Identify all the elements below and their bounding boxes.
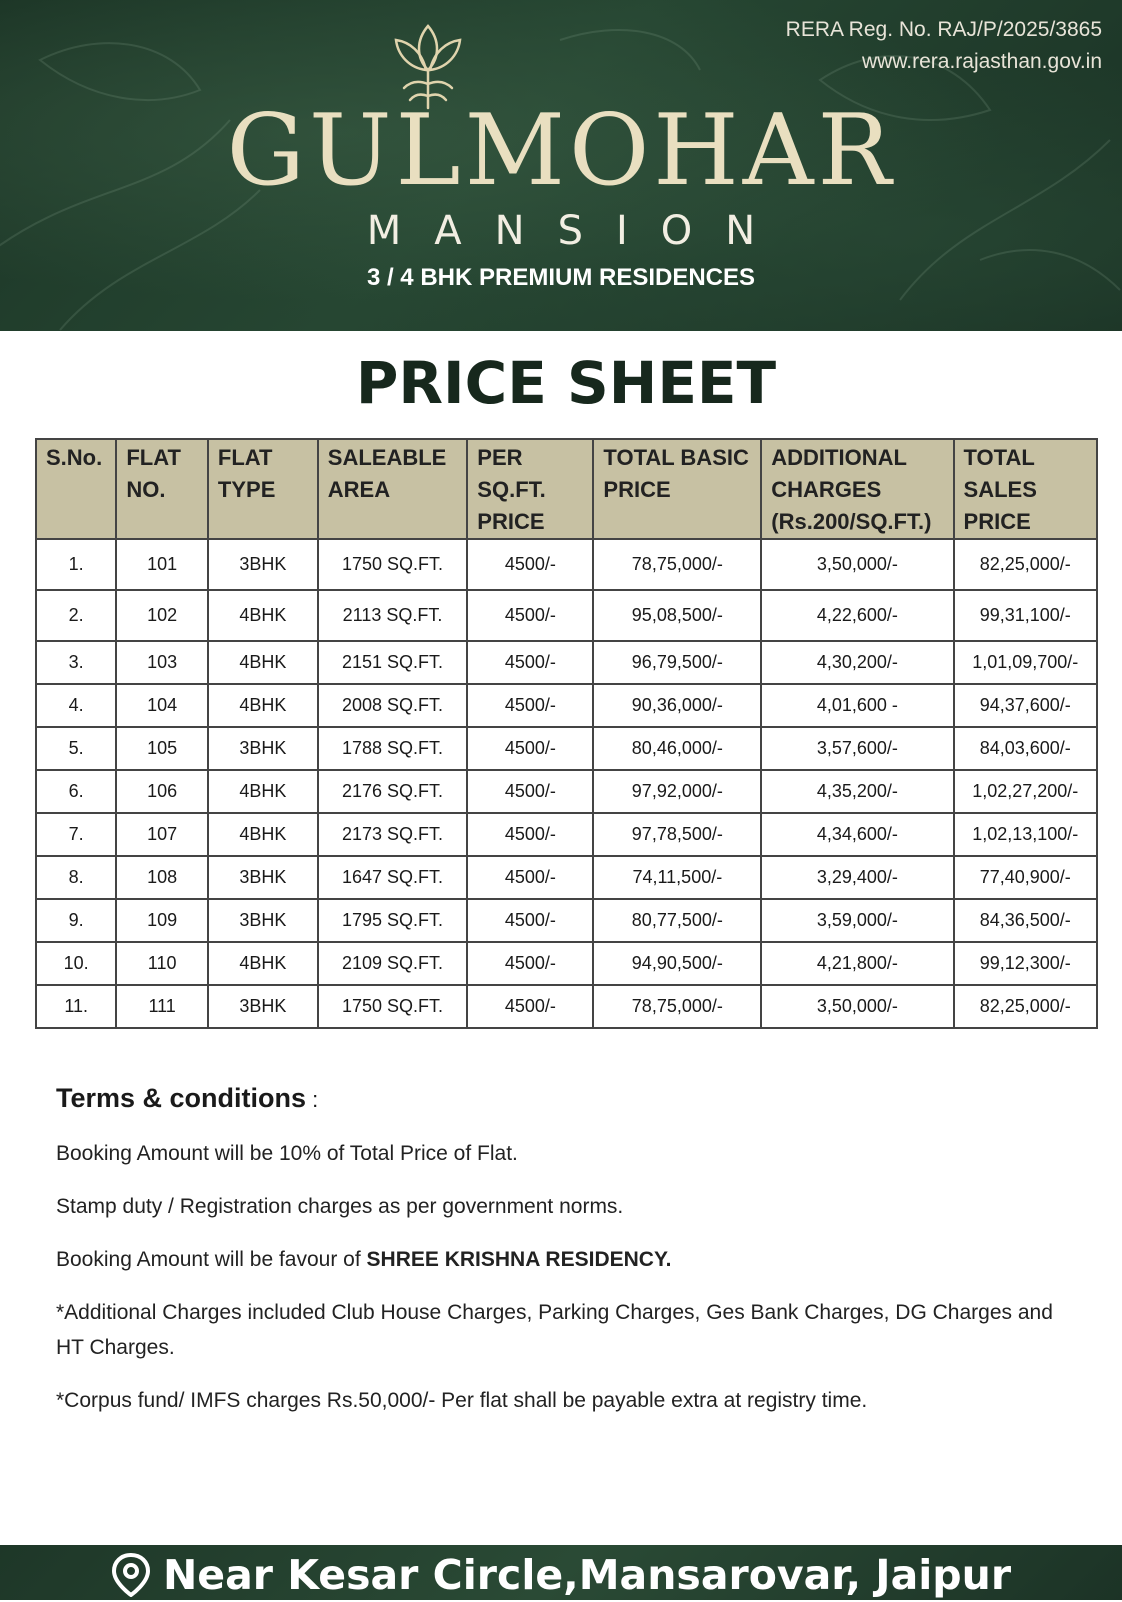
cell-total-basic-price: 74,11,500/- bbox=[593, 856, 761, 899]
cell-saleable-area: 1750 SQ.FT. bbox=[318, 539, 468, 590]
cell-sno: 5. bbox=[36, 727, 116, 770]
header-saleable-area: SALEABLE AREA bbox=[318, 439, 468, 539]
cell-additional-charges: 3,29,400/- bbox=[761, 856, 953, 899]
cell-sno: 7. bbox=[36, 813, 116, 856]
cell-saleable-area: 1750 SQ.FT. bbox=[318, 985, 468, 1028]
cell-additional-charges: 4,30,200/- bbox=[761, 641, 953, 684]
map-pin-icon bbox=[111, 1553, 151, 1597]
terms-line-booking-amount: Booking Amount will be 10% of Total Price of Flat. bbox=[56, 1142, 518, 1165]
cell-flat-type: 3BHK bbox=[208, 539, 318, 590]
header-flat-type: FLAT TYPE bbox=[208, 439, 318, 539]
cell-per-sqft-price: 4500/- bbox=[467, 539, 593, 590]
cell-flat-type: 4BHK bbox=[208, 770, 318, 813]
cell-additional-charges: 3,50,000/- bbox=[761, 539, 953, 590]
table-row bbox=[36, 899, 1097, 942]
cell-sno: 10. bbox=[36, 942, 116, 985]
cell-additional-charges: 4,22,600/- bbox=[761, 590, 953, 641]
brand-name: GULMOHAR bbox=[226, 94, 896, 208]
header-sno: S.No. bbox=[36, 439, 116, 539]
page-title: PRICE SHEET bbox=[355, 349, 777, 417]
cell-total-sales-price: 1,02,13,100/- bbox=[954, 813, 1097, 856]
header-total-sales-price: TOTAL SALES PRICE bbox=[954, 439, 1097, 539]
cell-total-basic-price: 97,92,000/- bbox=[593, 770, 761, 813]
terms-heading-colon: : bbox=[306, 1087, 319, 1112]
cell-total-basic-price: 95,08,500/- bbox=[593, 590, 761, 641]
terms-favour-prefix: Booking Amount will be favour of bbox=[56, 1248, 367, 1271]
cell-total-basic-price: 78,75,000/- bbox=[593, 985, 761, 1028]
table-row bbox=[36, 641, 1097, 684]
cell-flat-no: 109 bbox=[116, 899, 208, 942]
cell-flat-no: 107 bbox=[116, 813, 208, 856]
cell-sno: 2. bbox=[36, 590, 116, 641]
cell-flat-no: 104 bbox=[116, 684, 208, 727]
cell-flat-no: 111 bbox=[116, 985, 208, 1028]
brand-subtitle: MANSION bbox=[366, 208, 789, 254]
footer-bar bbox=[0, 1545, 1122, 1600]
cell-flat-type: 4BHK bbox=[208, 813, 318, 856]
cell-sno: 1. bbox=[36, 539, 116, 590]
cell-total-sales-price: 84,03,600/- bbox=[954, 727, 1097, 770]
cell-per-sqft-price: 4500/- bbox=[467, 684, 593, 727]
cell-total-basic-price: 80,46,000/- bbox=[593, 727, 761, 770]
cell-additional-charges: 3,50,000/- bbox=[761, 985, 953, 1028]
cell-total-sales-price: 82,25,000/- bbox=[954, 985, 1097, 1028]
rera-info bbox=[786, 14, 1102, 78]
terms-heading-text: Terms & conditions bbox=[56, 1083, 307, 1113]
cell-total-basic-price: 80,77,500/- bbox=[593, 899, 761, 942]
cell-total-sales-price: 1,01,09,700/- bbox=[954, 641, 1097, 684]
cell-flat-type: 3BHK bbox=[208, 856, 318, 899]
table-row bbox=[36, 856, 1097, 899]
cell-flat-type: 3BHK bbox=[208, 899, 318, 942]
cell-flat-type: 4BHK bbox=[208, 684, 318, 727]
cell-saleable-area: 2008 SQ.FT. bbox=[318, 684, 468, 727]
cell-flat-no: 106 bbox=[116, 770, 208, 813]
cell-additional-charges: 3,57,600/- bbox=[761, 727, 953, 770]
cell-per-sqft-price: 4500/- bbox=[467, 942, 593, 985]
cell-sno: 6. bbox=[36, 770, 116, 813]
cell-saleable-area: 2151 SQ.FT. bbox=[318, 641, 468, 684]
cell-per-sqft-price: 4500/- bbox=[467, 641, 593, 684]
cell-sno: 11. bbox=[36, 985, 116, 1028]
cell-saleable-area: 2176 SQ.FT. bbox=[318, 770, 468, 813]
cell-sno: 3. bbox=[36, 641, 116, 684]
cell-per-sqft-price: 4500/- bbox=[467, 856, 593, 899]
table-row bbox=[36, 770, 1097, 813]
cell-sno: 8. bbox=[36, 856, 116, 899]
cell-additional-charges: 4,01,600 - bbox=[761, 684, 953, 727]
cell-per-sqft-price: 4500/- bbox=[467, 770, 593, 813]
header-additional-charges: ADDITIONAL CHARGES (Rs.200/SQ.FT.) bbox=[761, 439, 953, 539]
cell-total-sales-price: 84,36,500/- bbox=[954, 899, 1097, 942]
cell-flat-no: 102 bbox=[116, 590, 208, 641]
table-row bbox=[36, 813, 1097, 856]
cell-total-basic-price: 94,90,500/- bbox=[593, 942, 761, 985]
cell-total-sales-price: 99,12,300/- bbox=[954, 942, 1097, 985]
cell-saleable-area: 1795 SQ.FT. bbox=[318, 899, 468, 942]
table-row bbox=[36, 985, 1097, 1028]
header-total-basic-price: TOTAL BASIC PRICE bbox=[593, 439, 761, 539]
cell-additional-charges: 4,35,200/- bbox=[761, 770, 953, 813]
footer-address: Near Kesar Circle,Mansarovar, Jaipur bbox=[162, 1551, 1012, 1599]
cell-flat-no: 103 bbox=[116, 641, 208, 684]
header-per-sqft-price: PER SQ.FT. PRICE bbox=[467, 439, 593, 539]
cell-flat-no: 110 bbox=[116, 942, 208, 985]
cell-flat-type: 3BHK bbox=[208, 985, 318, 1028]
cell-sno: 4. bbox=[36, 684, 116, 727]
terms-line-stamp-duty: Stamp duty / Registration charges as per government norms. bbox=[56, 1195, 624, 1218]
terms-section bbox=[56, 1080, 1086, 1436]
cell-total-basic-price: 97,78,500/- bbox=[593, 813, 761, 856]
price-table bbox=[35, 438, 1098, 1029]
cell-total-sales-price: 82,25,000/- bbox=[954, 539, 1097, 590]
cell-flat-no: 101 bbox=[116, 539, 208, 590]
table-row bbox=[36, 539, 1097, 590]
cell-per-sqft-price: 4500/- bbox=[467, 590, 593, 641]
cell-total-basic-price: 78,75,000/- bbox=[593, 539, 761, 590]
cell-total-sales-price: 77,40,900/- bbox=[954, 856, 1097, 899]
cell-saleable-area: 2113 SQ.FT. bbox=[318, 590, 468, 641]
cell-saleable-area: 2173 SQ.FT. bbox=[318, 813, 468, 856]
cell-saleable-area: 1647 SQ.FT. bbox=[318, 856, 468, 899]
cell-flat-type: 4BHK bbox=[208, 641, 318, 684]
cell-saleable-area: 2109 SQ.FT. bbox=[318, 942, 468, 985]
cell-additional-charges: 4,21,800/- bbox=[761, 942, 953, 985]
terms-line-corpus-fund: *Corpus fund/ IMFS charges Rs.50,000/- Per flat shall be payable extra at registry time. bbox=[56, 1389, 868, 1412]
cell-total-basic-price: 90,36,000/- bbox=[593, 684, 761, 727]
header-flat-no: FLAT NO. bbox=[116, 439, 208, 539]
cell-flat-type: 3BHK bbox=[208, 727, 318, 770]
cell-additional-charges: 3,59,000/- bbox=[761, 899, 953, 942]
cell-per-sqft-price: 4500/- bbox=[467, 727, 593, 770]
cell-flat-type: 4BHK bbox=[208, 942, 318, 985]
tagline: 3 / 4 BHK PREMIUM RESIDENCES bbox=[366, 264, 756, 291]
cell-sno: 9. bbox=[36, 899, 116, 942]
table-header-row bbox=[36, 439, 1097, 539]
terms-favour-name: SHREE KRISHNA RESIDENCY. bbox=[366, 1248, 672, 1271]
cell-per-sqft-price: 4500/- bbox=[467, 985, 593, 1028]
terms-line-favour bbox=[56, 1242, 1086, 1277]
cell-total-sales-price: 1,02,27,200/- bbox=[954, 770, 1097, 813]
table-row bbox=[36, 590, 1097, 641]
table-row bbox=[36, 942, 1097, 985]
cell-flat-type: 4BHK bbox=[208, 590, 318, 641]
cell-additional-charges: 4,34,600/- bbox=[761, 813, 953, 856]
rera-registration: RERA Reg. No. RAJ/P/2025/3865 bbox=[785, 18, 1102, 41]
table-row bbox=[36, 684, 1097, 727]
cell-total-sales-price: 94,37,600/- bbox=[954, 684, 1097, 727]
cell-per-sqft-price: 4500/- bbox=[467, 899, 593, 942]
table-row bbox=[36, 727, 1097, 770]
cell-flat-no: 105 bbox=[116, 727, 208, 770]
cell-per-sqft-price: 4500/- bbox=[467, 813, 593, 856]
header-banner bbox=[0, 0, 1122, 331]
terms-line-additional-charges: *Additional Charges included Club House Charges, Parking Charges, Ges Bank Charges, DG Charges and HT Charges. bbox=[56, 1301, 1053, 1359]
cell-saleable-area: 1788 SQ.FT. bbox=[318, 727, 468, 770]
terms-heading bbox=[56, 1080, 1086, 1118]
cell-flat-no: 108 bbox=[116, 856, 208, 899]
cell-total-sales-price: 99,31,100/- bbox=[954, 590, 1097, 641]
rera-website: www.rera.rajasthan.gov.in bbox=[861, 50, 1102, 73]
table-body bbox=[36, 539, 1097, 1028]
cell-total-basic-price: 96,79,500/- bbox=[593, 641, 761, 684]
footer-address-block bbox=[111, 1550, 1011, 1600]
